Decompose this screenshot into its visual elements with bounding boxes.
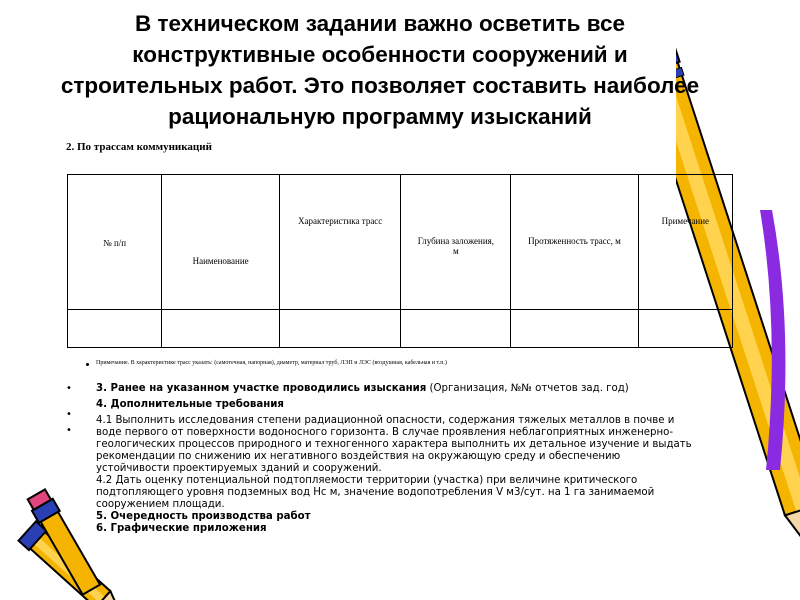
table-cell bbox=[511, 310, 638, 348]
slide-title: В техническом задании важно осветить все конструктивные особенности сооружений и строительных работ. Это позволяет составить наиболее рациональную программу изысканий bbox=[60, 11, 700, 129]
section-subtitle: 2. По трассам коммуникаций bbox=[66, 141, 212, 153]
list-item: 5. Очередность производства работ bbox=[96, 511, 311, 522]
bullet-dot: • bbox=[66, 409, 72, 420]
table-cell bbox=[279, 310, 401, 348]
col-header-note: Примечание bbox=[638, 175, 732, 310]
list-item: 4.1 Выполнить исследования степени радиационной опасности, содержания тяжелых металлов в почве и воде первого от поверхности водоносного горизонта. В случае проявления неблагоприятных инженерно-геологических процессов природного и техногенного характера выполнить их детальное изучение и выдать рекомендации по снижению их негативного воздействия на окружающую среду и обеспечению устойчивости проектируемых зданий и сооружений. bbox=[96, 415, 692, 474]
bullet-dot: • bbox=[66, 383, 72, 394]
col-header-name: Наименование bbox=[162, 175, 280, 310]
list-item: 4. Дополнительные требования bbox=[96, 399, 284, 410]
col-header-length: Протяженность трасс, м bbox=[511, 175, 638, 310]
list-item: 6. Графические приложения bbox=[96, 523, 267, 534]
list-item: 4.2 Дать оценку потенциальной подтопляемости территории (участка) при величине критического подтопляющего уровня подземных вод Нс м, значение водопотребления V м3/сут. на 1 га занимаемой сооружением площади. bbox=[96, 475, 655, 510]
requirements-list bbox=[96, 383, 696, 535]
table-cell bbox=[162, 310, 280, 348]
col-header-characteristic: Характеристика трасс bbox=[279, 175, 401, 310]
table-row bbox=[68, 310, 733, 348]
col-header-number: № п/п bbox=[68, 175, 162, 310]
table-cell bbox=[638, 310, 732, 348]
list-item: 3. Ранее на указанном участке проводились изыскания (Организация, №№ отчетов зад. год) bbox=[96, 383, 629, 394]
table-note: Примечание. В характеристике трасс указать: (самотечная, напорная), диаметр, материал труб, ЛЭП и ЛЭС (воздушная, кабельная и т.п.) bbox=[96, 360, 447, 366]
table-cell bbox=[401, 310, 511, 348]
bullet-dot bbox=[86, 363, 89, 366]
table-cell bbox=[68, 310, 162, 348]
trasses-table bbox=[67, 174, 733, 348]
col-header-depth: Глубина заложения, м bbox=[401, 175, 511, 310]
bullet-dot: • bbox=[66, 425, 72, 436]
